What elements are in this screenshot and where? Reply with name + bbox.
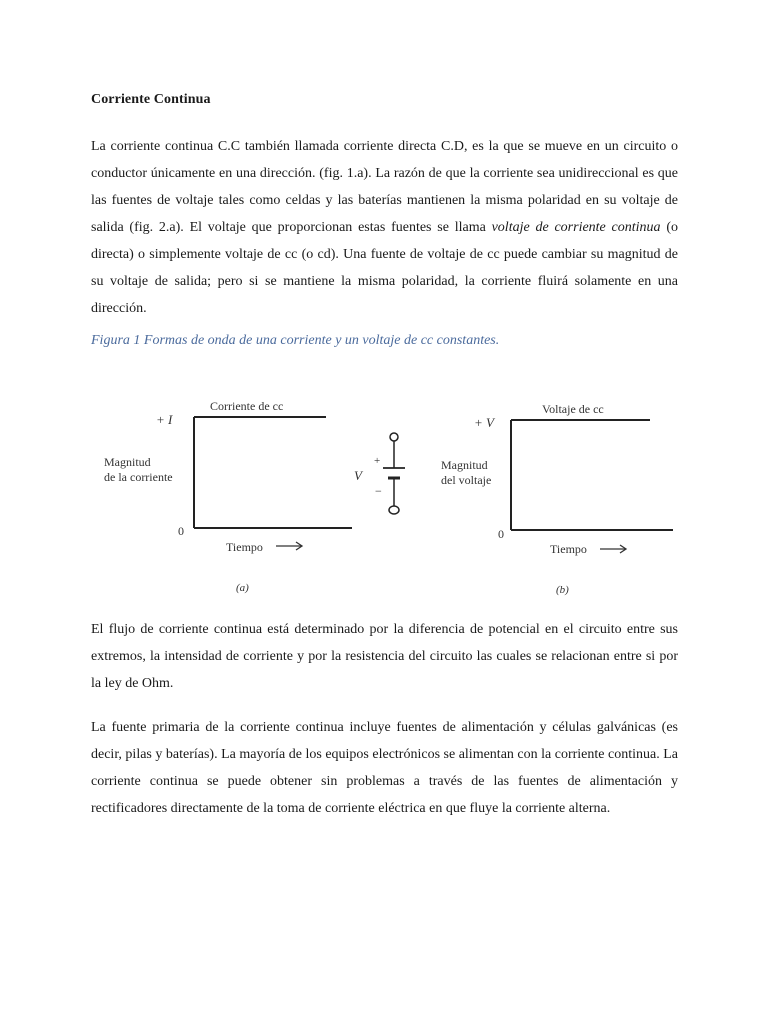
current-subfigure-label: (a): [236, 582, 249, 594]
figure-caption: Figura 1 Formas de onda de una corriente y un voltaje de cc constantes.: [91, 333, 500, 348]
battery-voltage-label: V: [354, 468, 362, 483]
voltage-level-label: + V: [474, 415, 494, 430]
voltage-ylabel-1: Magnitud: [441, 458, 488, 472]
paragraph-intro: [91, 133, 678, 322]
voltage-line-label: Voltaje de cc: [542, 402, 604, 416]
voltage-ylabel-2: del voltaje: [441, 473, 492, 487]
voltage-time-arrow: [600, 545, 626, 553]
battery-top-terminal: [390, 433, 398, 441]
graph-voltage: [441, 402, 673, 596]
paragraph-intro-part1: La corriente continua C.C también llamada corriente directa C.D, es la que se mueve en un circuito o conductor únicamente en una dirección. (fig. 1.a). La razón de que la corriente sea unidireccional es que las fuentes de voltaje tales como celdas y las baterías mantienen la misma polaridad en su voltaje de salida (fig. 2.a). El voltaje que proporcionan estas fuentes se llama: [91, 139, 678, 235]
current-ylabel-1: Magnitud: [104, 455, 151, 469]
voltage-origin-label: 0: [498, 527, 504, 541]
paragraph-sources: La fuente primaria de la corriente continua incluye fuentes de alimentación y células galvánicas (es decir, pilas y baterías). La mayoría de los equipos electrónicos se alimentan con la corriente continua. La corriente continua se puede obtener sin problemas a través de las fuentes de alimentación y rectificadores directamente de la toma de corriente eléctrica en que fluye la corriente alterna.: [91, 720, 678, 816]
battery-plus-sign: +: [374, 455, 381, 467]
graph-current: [104, 399, 352, 594]
battery-bottom-terminal: [389, 506, 399, 514]
current-ylabel-2: de la corriente: [104, 470, 173, 484]
document-title: Corriente Continua: [91, 92, 211, 107]
figure-drawing: [90, 380, 690, 610]
paragraph-intro-emphasis: voltaje de corriente continua: [491, 220, 661, 235]
paragraph-intro-part3: (o directa) o simplemente voltaje de cc (o cd). Una fuente de voltaje de cc puede cambiar su magnitud de su voltaje de salida; pero si se mantiene la misma polaridad, la corriente fluirá solamente en una dirección.: [91, 220, 678, 316]
current-line-label: Corriente de cc: [210, 399, 284, 413]
battery-symbol: [354, 433, 405, 514]
paragraph-ohm: El flujo de corriente continua está determinado por la diferencia de potencial en el circuito entre sus extremos, la intensidad de corriente y por la resistencia del circuito las cuales se relacionan entre si por la ley de Ohm.: [91, 622, 678, 691]
voltage-xlabel: Tiempo: [550, 542, 587, 556]
voltage-subfigure-label: (b): [556, 584, 569, 596]
current-time-arrow: [276, 542, 302, 550]
battery-minus-sign: −: [375, 484, 382, 498]
current-level-label: + I: [156, 412, 173, 427]
current-xlabel: Tiempo: [226, 540, 263, 554]
current-origin-label: 0: [178, 524, 184, 538]
figure-waveforms: [90, 380, 690, 610]
